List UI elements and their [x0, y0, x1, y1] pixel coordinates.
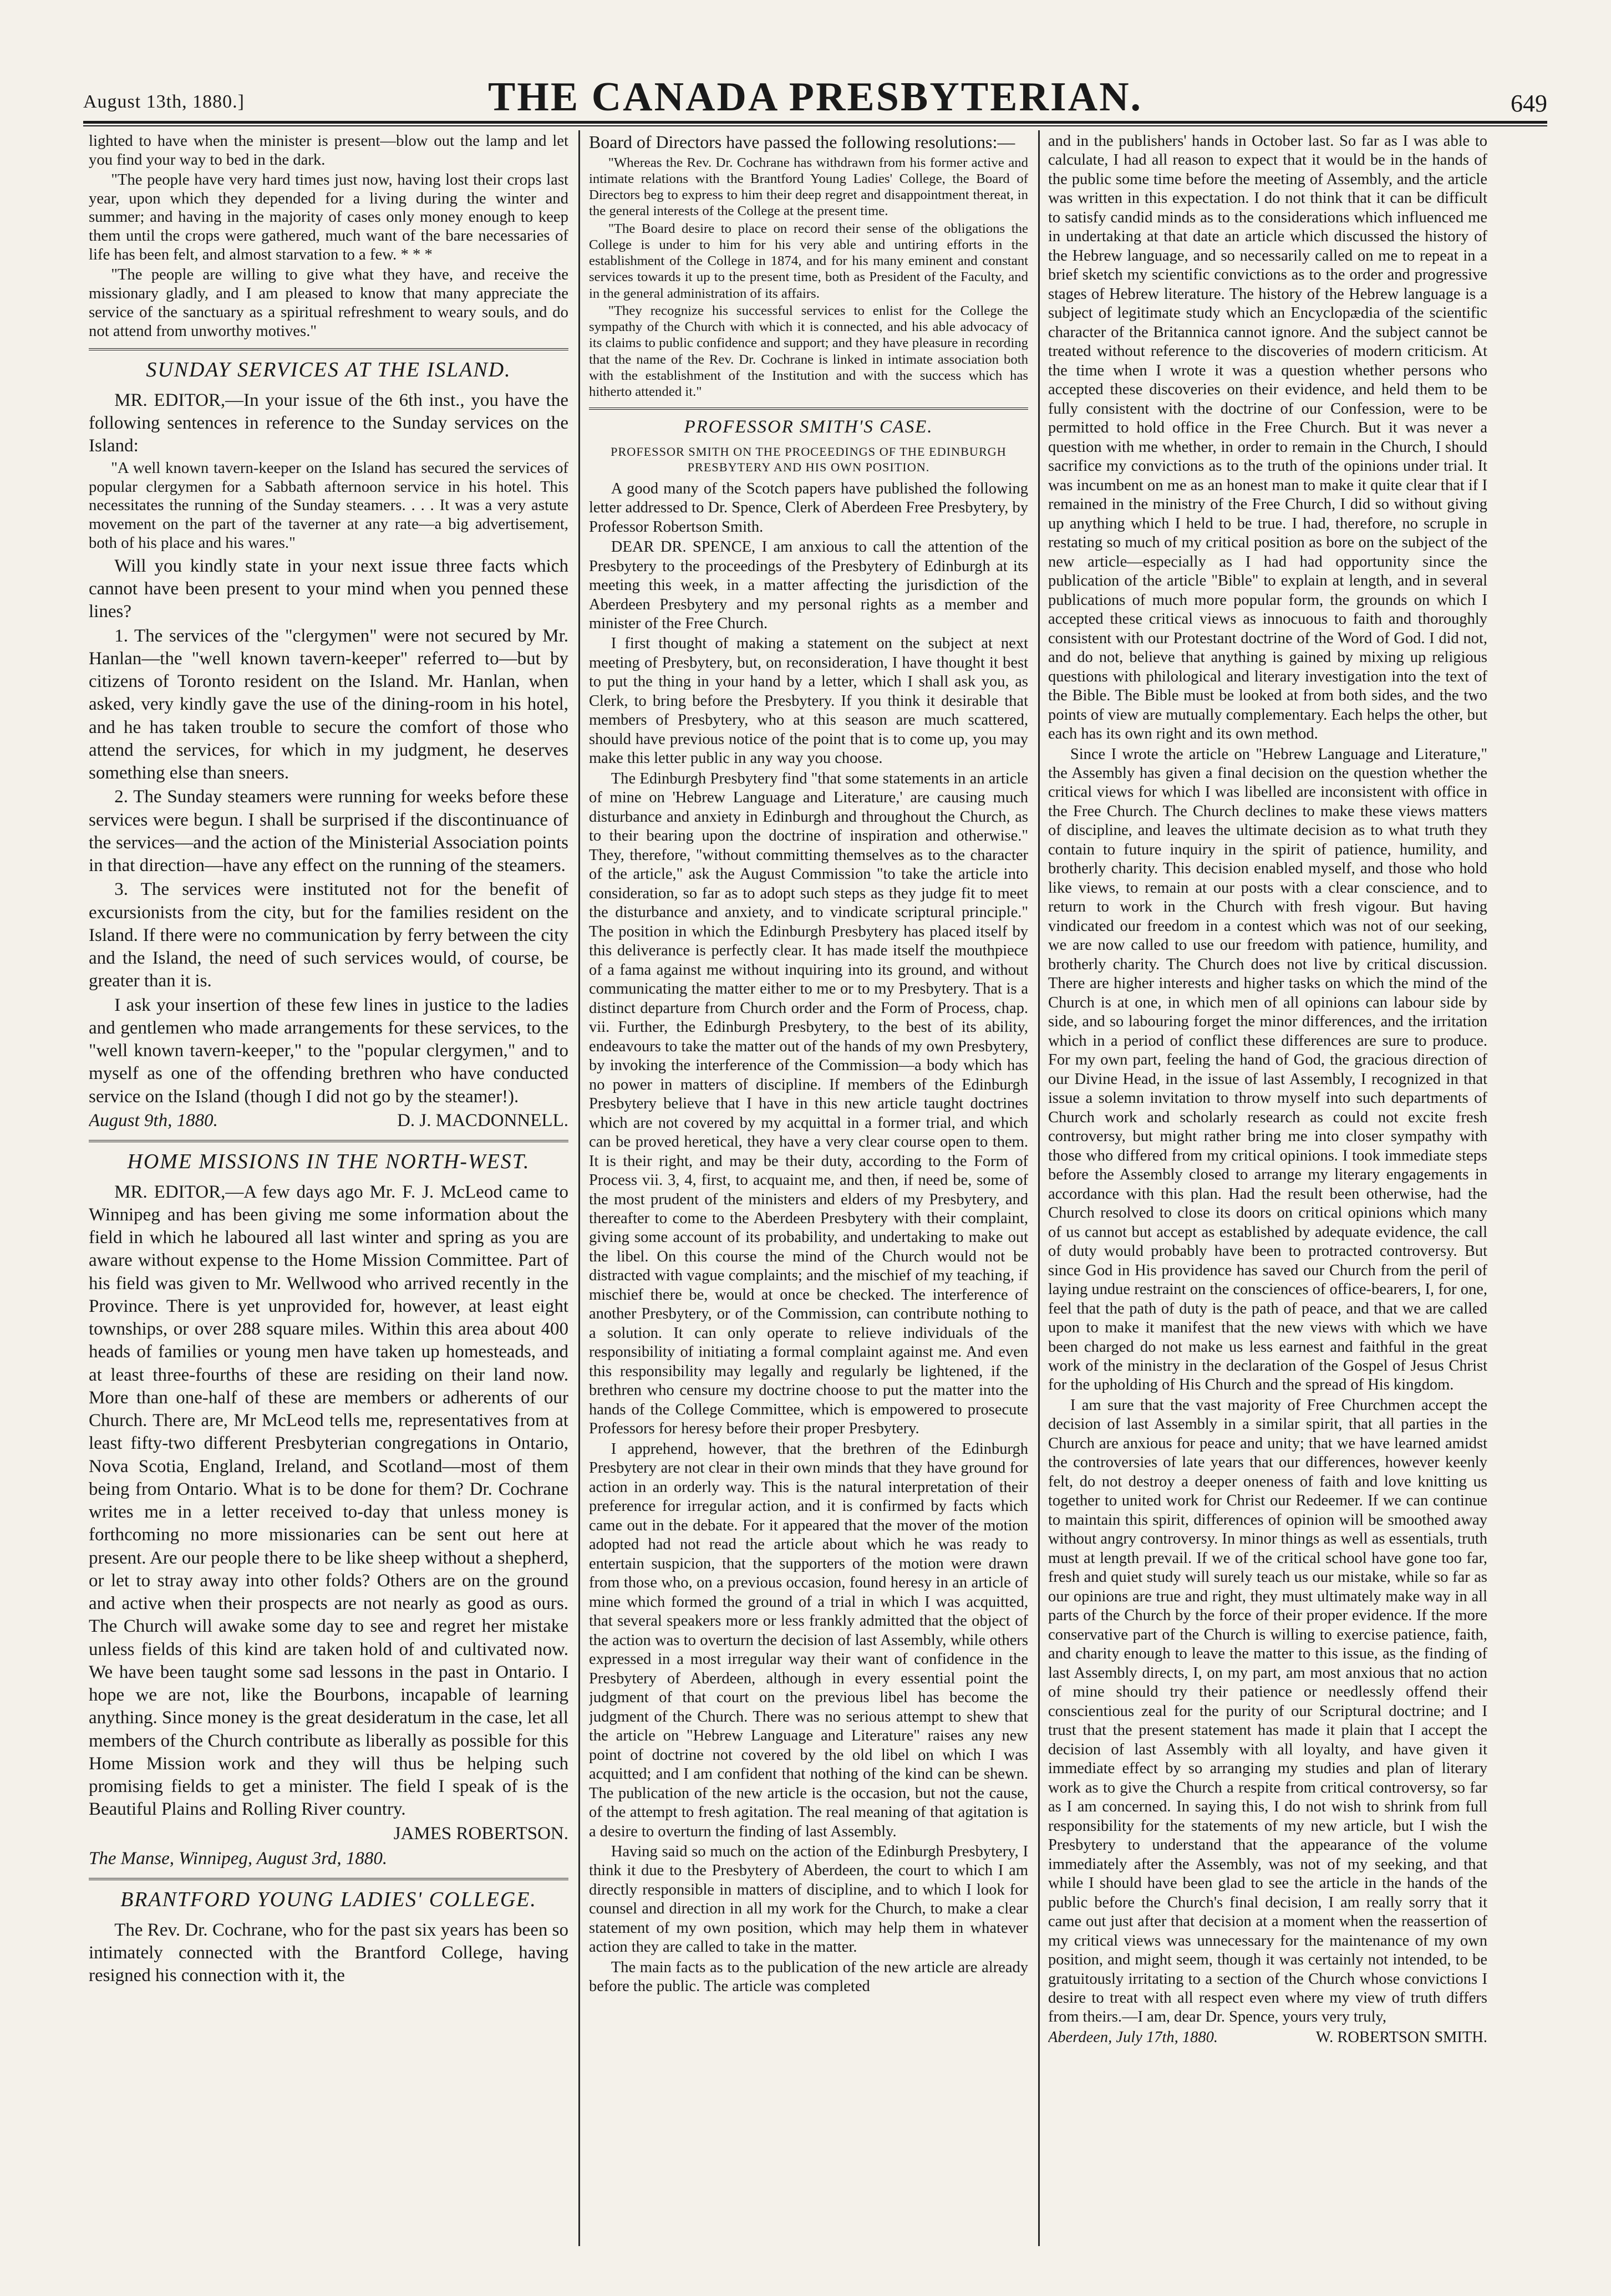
missionary-letter-excerpt [89, 132, 568, 340]
quoted-passage [89, 459, 568, 553]
subheading-professor-smith: PROFESSOR SMITH ON THE PROCEEDINGS OF THE EDINBURGH PRESBYTERY AND HIS OWN POSITION. [611, 445, 1007, 474]
paragraph: "The people are willing to give what they have, and receive the missionary gladly, and I am pleased to know that many appreciate the service of the sanctuary as a spiritual refreshment to weary souls, and do not attend from unworthy motives." [89, 266, 568, 340]
signature-date: August 9th, 1880. [89, 1110, 218, 1131]
heading-sunday-services: SUNDAY SERVICES AT THE ISLAND. [89, 348, 568, 383]
paragraph: I apprehend, however, that the brethren of the Edinburgh Presbytery are not clear in their own minds that they have ground for action in an orderly way. This is the natural interpretation of their preference for irregular action, and it is confirmed by facts which came out in the debate. For it appeared that the mover of the motion adopted had not read the article about which he was ready to entertain suspicion, that the supporters of the motion were drawn from those who, on a previous occasion, found heresy in an article of mine which formed the ground of a trial in which I was acquitted, that several speakers more or less frankly admitted that the object of the action was to overturn the decision of last Assembly, while others expressed in a most irregular way their want of confidence in the Presbytery of Aberdeen, although in every essential point the judgment of that court on the previous libel has become the judgment of the Church. There was no serious attempt to shew that the article on "Hebrew Language and Literature" raises any new point of doctrine not covered by the old libel on which I was acquitted; and I am confident that nothing of the kind can be shewn. The publication of the new article is the occasion, but not the cause, of the attempt to fresh agitation. The real meaning of that agitation is a desire to overturn the finding of last Assembly. [589, 1440, 1028, 1840]
paragraph: 1. The services of the "clergymen" were not secured by Mr. Hanlan—the "well known tavern-keeper" referred to—but by citizens of Toronto resident on the Island. Mr. Hanlan, when asked, very kindly gave the use of the dining-room in his hotel, and he has taken trouble to secure the comfort of those who attend the services, for which in my judgment, he deserves something else than sneers. [89, 625, 568, 783]
signature-name: W. ROBERTSON SMITH. [1315, 2028, 1487, 2046]
masthead-rule-bottom [83, 125, 1547, 126]
masthead-rule-top [83, 121, 1547, 124]
signature-robertson-smith [1048, 2028, 1487, 2047]
column-divider-1 [578, 130, 580, 2246]
column-1 [89, 132, 568, 2243]
paragraph: Board of Directors have passed the following resolutions:— [589, 133, 1015, 152]
column-divider-2 [1038, 130, 1040, 2246]
signature-place: The Manse, Winnipeg, August 3rd, 1880. [89, 1848, 388, 1869]
paragraph: I first thought of making a statement on the subject at next meeting of Presbytery, but, on reconsideration, I have thought it best to put the thing in your hand by a letter, which I shall ask you, as Clerk, to bring before the Presbytery. If you think it desirable that members of Presbytery, who at this season are much scattered, should have previous notice of the point that is to come up, you may make this letter public in any way you choose. [589, 635, 1028, 767]
issue-date: August 13th, 1880.] [83, 91, 245, 112]
paragraph: Having said so much on the action of the Edinburgh Presbytery, I think it due to the Presbytery of Aberdeen, the court to which I am directly responsible in matters of discipline, and to which I look for counsel and direction in all my work for the Church, to make a clear statement of my own position, which may help them in whatever action they are called to take in the matter. [589, 1842, 1028, 1956]
paragraph: MR. EDITOR,—In your issue of the 6th inst., you have the following sentences in reference to the Sunday services on the Island: [89, 390, 568, 456]
paragraph: Will you kindly state in your next issue three facts which cannot have been present to your mind when you penned these lines? [89, 556, 568, 622]
newspaper-title: THE CANADA PRESBYTERIAN. [487, 74, 1143, 120]
signature-robertson [89, 1822, 568, 1845]
paragraph: DEAR DR. SPENCE, I am anxious to call the attention of the Presbytery to the proceedings of the Presbytery of Edinburgh at its meeting this week, in a matter affecting the jurisdiction of the Aberdeen Presbytery and my personal rights as a member and minister of the Free Church. [589, 538, 1028, 632]
column-2 [589, 132, 1028, 2243]
paragraph: The main facts as to the publication of the new article are already before the public. The article was completed [589, 1958, 1028, 1995]
signature-place: Aberdeen, July 17th, 1880. [1048, 2028, 1218, 2046]
paragraph: MR. EDITOR,—A few days ago Mr. F. J. McLeod came to Winnipeg and has been giving me some information about the field in which he laboured all last winter and spring as you are aware without expense to the Home Mission Committee. Part of his field was given to Mr. Wellwood who arrived recently in the Province. There is yet unprovided for, however, at least eight townships, or over 288 square miles. Within this area about 400 heads of families or young men have taken up homesteads, and at least three-fourths of these are residing on their land now. More than one-half of these are members or adherents of our Church. There are, Mr McLeod tells me, representatives from at least fifty-two different Presbyterian congregations in Ontario, Nova Scotia, England, Ireland, and Scotland—most of them being from Ontario. What is to be done for them? Dr. Cochrane writes me in a letter received to-day that unless money is forthcoming no more missionaries can be sent out here at present. Are our people there to be like sheep without a shepherd, or let to stray away into other folds? Others are on the ground and active when their prospects are not nearly as good as ours. The Church will awake some day to see and regret her mistake unless fields of this kind are taken hold of and cultivated now. We have been taught some sad lessons in the past in Ontario. I hope we are not, like the Bourbons, incapable of learning anything. Since money is the great desideratum in the case, let all members of the Church contribute as liberally as possible for this Home Mission work and they will thus be helping such promising fields to get a minister. The field I speak of is the Beautiful Plains and Rolling River country. [89, 1182, 568, 1820]
column-3 [1048, 132, 1487, 2243]
heading-professor-smith: PROFESSOR SMITH'S CASE. [589, 408, 1028, 439]
signature-name: JAMES ROBERTSON. [393, 1823, 568, 1844]
page-number: 649 [1511, 90, 1547, 117]
paragraph: I am sure that the vast majority of Free Churchmen accept the decision of last Assembly in a similar spirit, that all parties in the Church are anxious for peace and unity; that we have learned amidst the controversies of late years that our differences, however keenly felt, do not destroy a deeper oneness of faith and love knitting us together to united work for Christ our Redeemer. If we can continue to maintain this spirit, differences of opinion will be smoothed away without angry controversy. In minor things as well as essentials, truth must at length prevail. If we of the critical school have gone too far, fresh and quiet study will surely teach us our mistake, while so far as our opinions are true and right, they must ultimately make way in all parts of the Church by the force of their proper evidence. If the more conservative part of the Church is willing to exercise patience, faith, and charity enough to leave the matter to this issue, as the finding of last Assembly directs, I, on my part, am most anxious that no action of mine should try their patience or needlessly offend their conscientious zeal for the purity of our Scriptural doctrine; and I trust that the present statement has made it plain that I accept the decision of last Assembly with all loyalty, and have given it immediate effect by so arranging my studies and plan of literary work as to give the Church a respite from critical controversy, so far as I am concerned. In saying this, I do not wish to shrink from full responsibility for the statements of my new article, but I wish the Presbytery to understand that the appearance of the volume immediately after the Assembly, was not of my seeking, and that while I should have been glad to see the article in the hands of the public before the Church's final decision, I am really sorry that it came out just after that decision at a moment when the reassertion of my critical views was unnecessary for the maintenance of my own position, and might seem, though it was certainly not intended, to be gratuitously irritating to a section of the Church whose convictions I desire to treat with all respect even where my view of truth differs from theirs.—I am, dear Dr. Spence, yours very truly, [1048, 1396, 1487, 2026]
paragraph: 3. The services were instituted not for the benefit of excursionists from the city, but for the families resident on the Island. If there were no communication by ferry between the city and the Island, the need of such services would, of course, be greater than it is. [89, 879, 568, 991]
masthead [83, 69, 1547, 122]
paragraph: "They recognize his successful services to enlist for the College the sympathy of the Church with which it is connected, and his able advocacy of its claims to public confidence and support; and they have pleasure in recording that the name of the Rev. Dr. Cochrane is linked in intimate association both with the establishment of the Institution and with the success which has hitherto attended it." [589, 303, 1028, 400]
paragraph: "Whereas the Rev. Dr. Cochrane has withdrawn from his former active and intimate relations with the Brantford Young Ladies' College, the Board of Directors beg to express to him their deep regret and disappointment thereat, in the general interests of the College at the present time. [589, 155, 1028, 219]
paragraph: "A well known tavern-keeper on the Island has secured the services of popular clergymen for a Sabbath afternoon service in his hotel. This necessitates the running of the Sunday steamers. . . . It was a very astute movement on the part of the taverner at any rate—a big advertisement, both of his place and his wares." [89, 459, 568, 552]
paragraph: and in the publishers' hands in October last. So far as I was able to calculate, I had all reason to expect that it would be in the hands of the public some time before the meeting of Assembly, and the article was written in this expectation. I do not think that it can be difficult to satisfy candid minds as to the considerations which influenced me in undertaking at that date an article which discussed the history of the Hebrew language, and so necessarily called on me to repeat in a brief sketch my scientific convictions as to the order and progressive stages of Hebrew literature. The history of the Hebrew language is a subject of legitimate study which an Encyclopædia of the scientific character of the Britannica cannot ignore. And the subject cannot be treated without reference to the discoveries of modern criticism. At the time when I wrote it was a question whether persons who accepted these discoveries on their evidence, and held them to be fully consistent with the doctrine of our Confession, were to be permitted to hold office in the Free Church. But it was never a question with me whether, in order to remain in the Church, I should sacrifice my convictions as to the truth of the opinions under trial. It was incumbent on me as an honest man to make it quite clear that if I remained in the ministry of the Free Church, I did so without giving up anything which I held to be true. I had, therefore, no scruple in restating so much of my critical position as bore on the subject of the new article—especially as I had had opportunity since the publication of the article "Bible" to explain at length, and in several publications of much more popular form, the grounds on which I accepted these critical views as innocuous to faith and thoroughly consistent with our Protestant doctrine of the Word of God. I did not, and do not, believe that anything is gained by mixing up religious questions with philological and literary investigation into the text of the Bible. The Bible must be looked at from both sides, and the two points of view are mutually complementary. Each helps the other, but each has its own right and its own method. [1048, 133, 1487, 743]
paragraph: "The people have very hard times just now, having lost their crops last year, upon which they depended for a living during the winter and summer; and having in the majority of cases only money enough to keep them until the crops were gathered, much want of the bare necessaries of life has been felt, and almost starvation to a few. * * * [89, 170, 568, 264]
paragraph: The Edinburgh Presbytery find "that some statements in an article of mine on 'Hebrew Language and Literature,' are causing much disturbance and anxiety in Edinburgh and throughout the Church, as to their bearing upon the doctrine of inspiration and otherwise." They, therefore, "without committing themselves as to the character of the article," ask the August Commission "to take the article into consideration, so far as to adopt such steps as they judge fit to meet the disturbance and anxiety, and to vindicate scriptural principle." The position in which the Edinburgh Presbytery has placed itself by this deliverance is perfectly clear. It has made itself the mouthpiece of a fama against me without inquiring into its ground, and without communicating the matter either to me or to my Presbytery. That is a distinct departure from Church order and the Form of Process, chap. vii. Further, the Edinburgh Presbytery, to the best of its ability, endeavours to take the matter out of the hands of my own Presbytery, by invoking the interference of the Commission—a body which has no power in matters of discipline. If members of the Edinburgh Presbytery believe that I have in this new article taught doctrines which are not covered by my acquittal in a former trial, and which can be proved heretical, they have a very clear course open to them. It is their right, and may be their duty, according to the Form of Process vii. 3, 4, first, to acquaint me, and then, if need be, some of the most prudent of the ministers and elders of my Presbytery, and thereafter to come to the Aberdeen Presbytery with their complaint, giving some account of its probability, and undertaking to make out the libel. On this course the mind of the Church would not be distracted with vague complaints; and the mischief of my teaching, if mischief there be, would at once be checked. The interference of another Presbytery, or of the Commission, can contribute nothing to a solution. It can only operate to relieve individuals of the responsibility of initiating a formal complaint against me. And even this responsibility may legally and regularly be lightened, if the brethren who censure my doctrine choose to put the matter into the hands of the College Committee, which is empowered to prosecute Professors for heresy before their proper Presbytery. [589, 770, 1028, 1438]
board-resolutions [589, 155, 1028, 400]
heading-home-missions: HOME MISSIONS IN THE NORTH-WEST. [89, 1140, 568, 1175]
paragraph: I ask your insertion of these few lines in justice to the ladies and gentlemen who made arrangements for these services, to the "well known tavern-keeper," to the "popular clergymen," and to myself as one of the offending brethren who have conducted service on the Island (though I did not go by the steamer!). [89, 995, 568, 1107]
paragraph: Since I wrote the article on "Hebrew Language and Literature," the Assembly has given a final decision on the question whether the critical views for which I was libelled are inconsistent with office in the Free Church. The Church declines to make these views matters of discipline, and leaves the ultimate decision as to what truth they contain to future inquiry in the spirit of patience, humility, and brotherly charity. This decision enabled myself, and those who hold like views, to remain at our posts with a clear conscience, and to return to work in the Church with fresh vigour. But having vindicated our freedom in a contest which was not of our seeking, we are now called to use our freedom with patience, humility, and brotherly charity. The Church does not live by critical discussion. There are higher interests and higher tasks on which the mind of the Church is at one, in which men of all opinions can labour side by side, and so labouring forget the minor differences, and the irritation which in a period of conflict these differences are sure to produce. For my own part, feeling the hand of God, the gracious direction of our Divine Head, in the issue of last Assembly, I recognized in that issue a solemn invitation to throw myself into such departments of Church work and scholarly research as could not excite fresh controversy, but might rather bring me into closer sympathy with those who differed from my critical opinions. I took immediate steps before the Assembly closed to arrange my literary engagements in accordance with this plan. Had the result been otherwise, had the Church resolved to close its doors on critical opinions which many of us cannot but accept as established by adequate evidence, the call of duty would probably have been to protracted controversy. But since God in His providence has saved our Church from the peril of laying undue restraint on the consciences of office-bearers, I, for one, feel that the path of duty is the path of peace, and that we are called upon to make it manifest that the new views with which we have been charged do not make us less earnest and faithful in the great work of the ministry in the declaration of the Gospel of Jesus Christ for the upholding of His Church and the spread of His kingdom. [1048, 745, 1487, 1394]
signature-name: D. J. MACDONNELL. [397, 1110, 568, 1131]
paragraph: lighted to have when the minister is present—blow out the lamp and let you find your way to bed in the dark. [89, 132, 568, 169]
paragraph: The Rev. Dr. Cochrane, who for the past six years has been so intimately connected with the Brantford College, having resigned his connection with it, the [89, 1920, 568, 1986]
paragraph: 2. The Sunday steamers were running for weeks before these services were begun. I shall be surprised if the discontinuance of the services—and the action of the Ministerial Association points in that direction—have any effect on the running of the steamers. [89, 787, 568, 876]
heading-brantford-college: BRANTFORD YOUNG LADIES' COLLEGE. [89, 1878, 568, 1913]
paragraph: A good many of the Scotch papers have published the following letter addressed to Dr. Spence, Clerk of Aberdeen Free Presbytery, by Professor Robertson Smith. [589, 480, 1028, 536]
signature-macdonnell [89, 1109, 568, 1132]
paragraph: "The Board desire to place on record their sense of the obligations the College is under to him for his very able and untiring efforts in the establishment of the College in 1874, and for his many eminent and constant services towards it up to the present time, both as President of the Faculty, and in the general administration of its affairs. [589, 221, 1028, 301]
